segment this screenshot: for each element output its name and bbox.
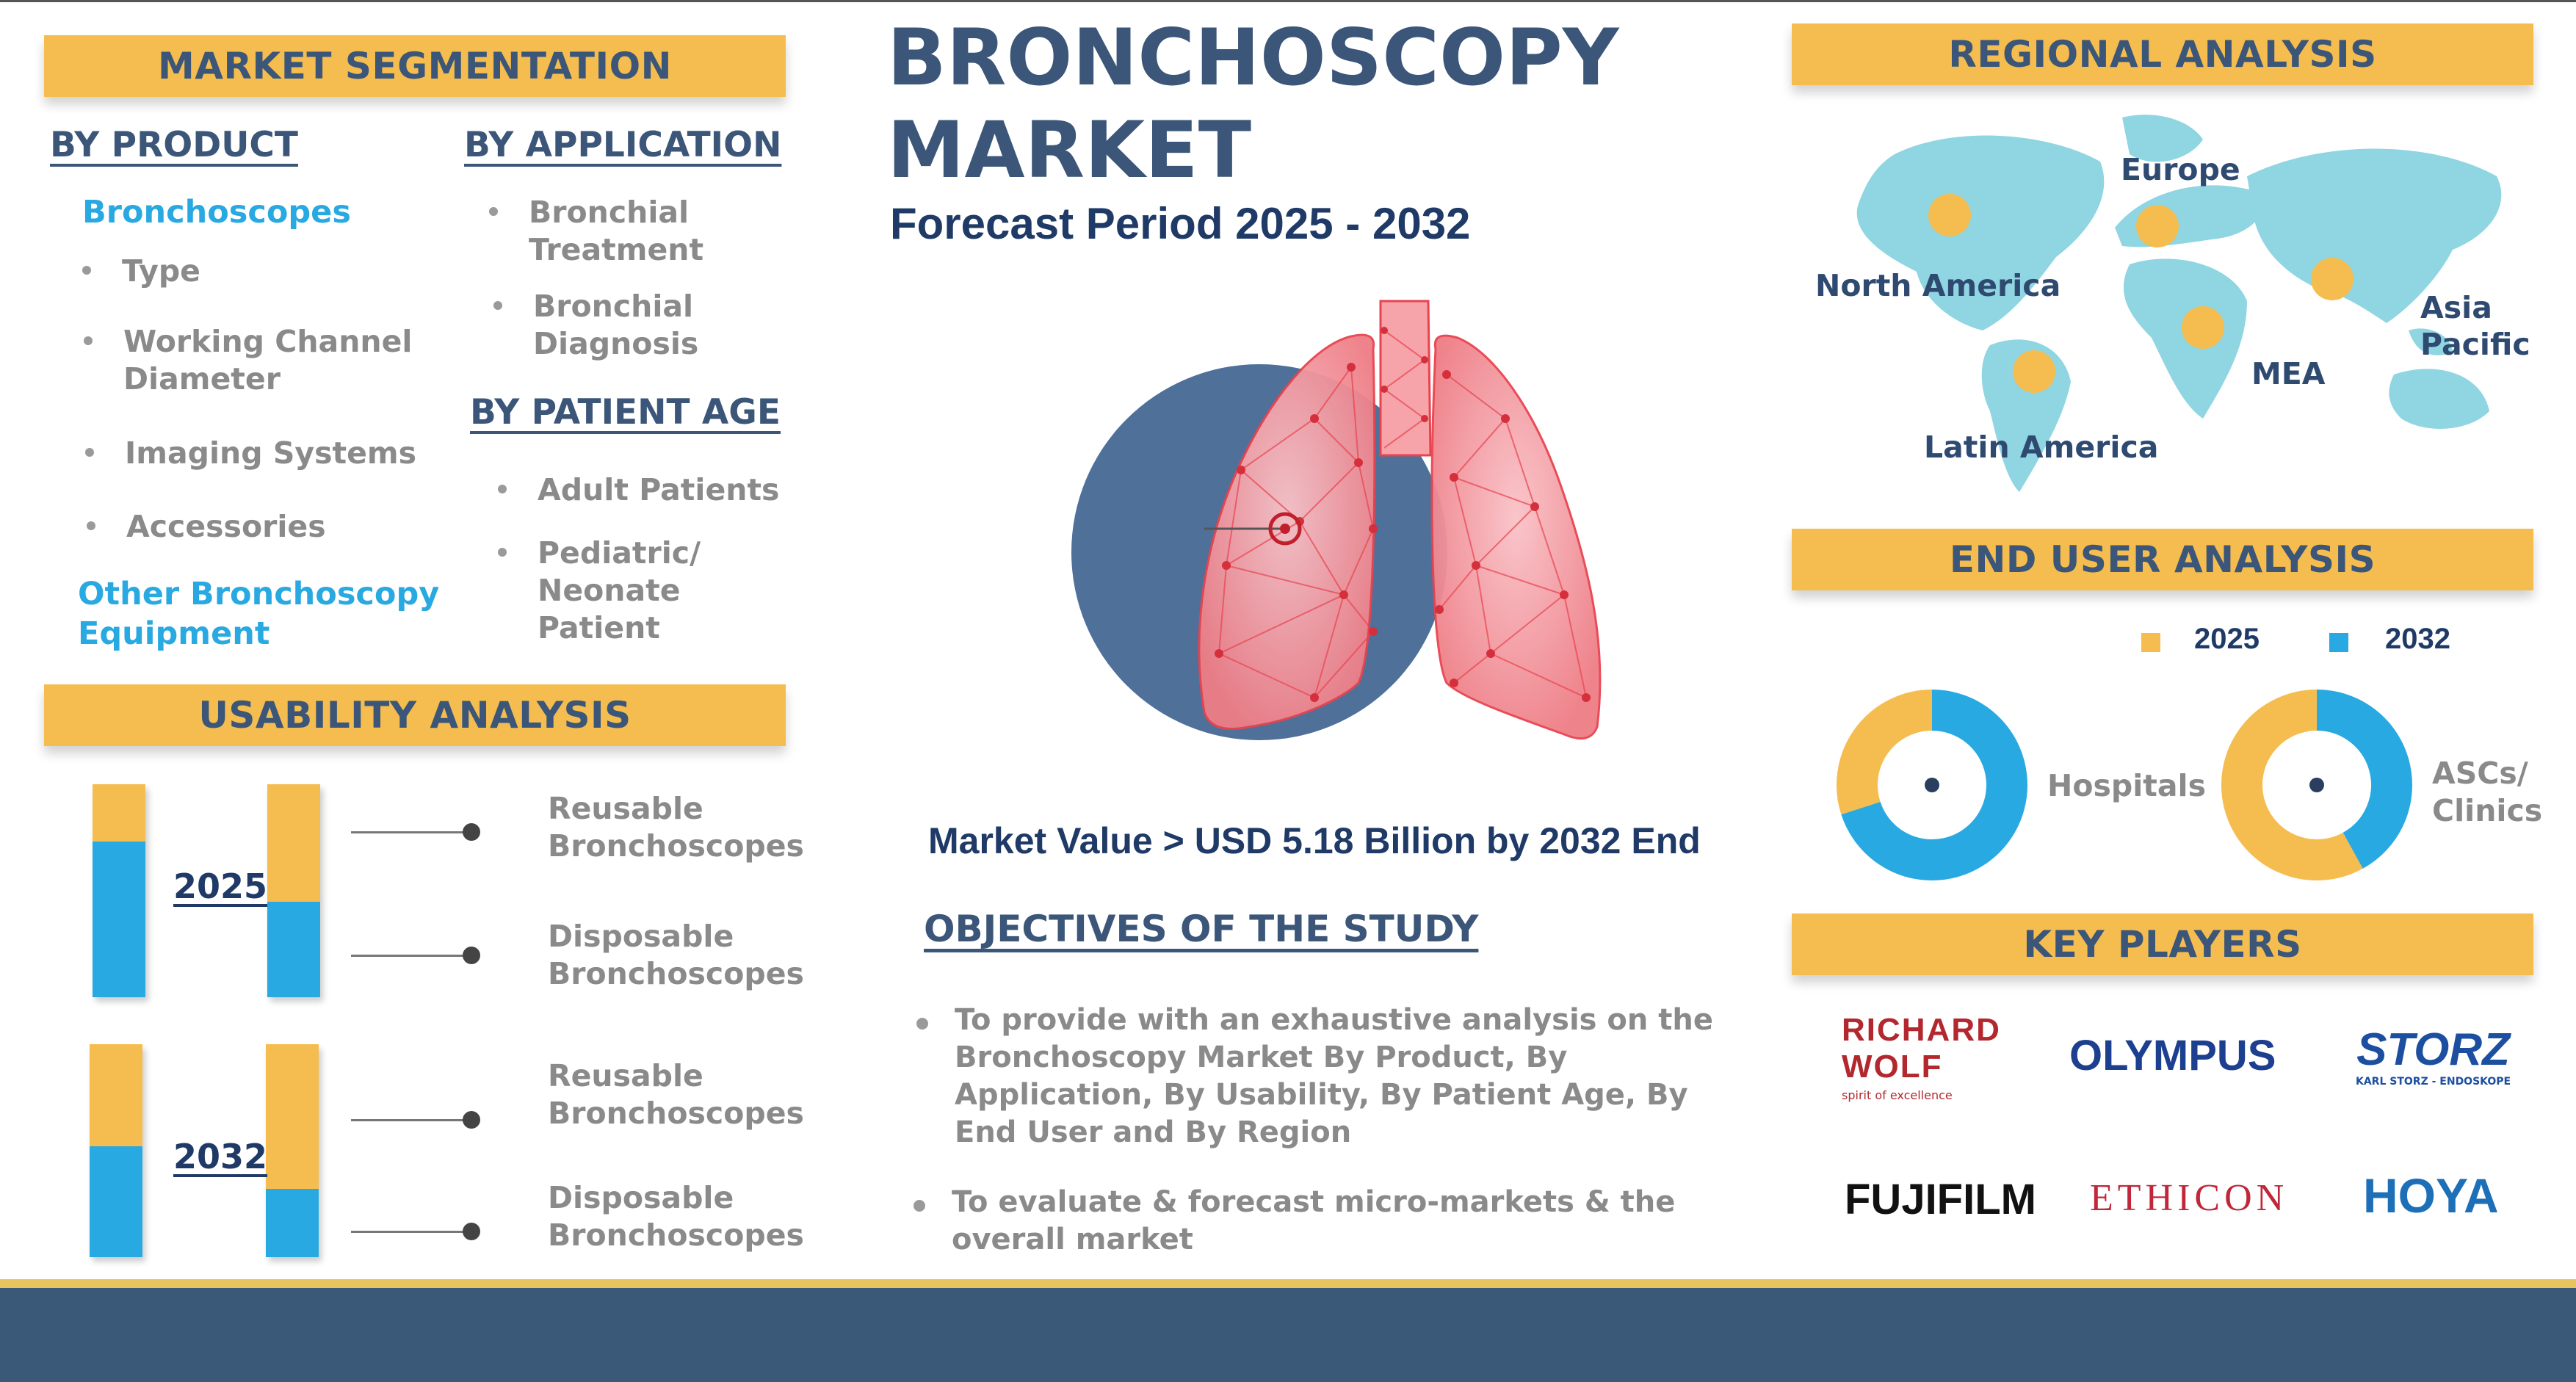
logo-richard-wolf: RICHARD WOLF spirit of excellence (1842, 1012, 2001, 1102)
usability-bar-segment-reusable (93, 784, 145, 842)
usability-bar (90, 1044, 142, 1257)
market-segmentation-banner: MARKET SEGMENTATION (44, 35, 786, 97)
end-user-label-hospitals: Hospitals (2047, 768, 2207, 803)
map-pin (1928, 194, 1971, 236)
connector-line (351, 1231, 476, 1233)
connector-dot (463, 1223, 480, 1240)
map-pin (2136, 205, 2179, 247)
objective-item: To provide with an exhaustive analysis on the Bronchoscopy Market By Product, By Application, By Usability, By Patient Age, By End User and By Region (955, 1002, 1733, 1151)
end-user-label-ascs-clinics: ASCs/ Clinics (2432, 756, 2543, 828)
logo-ethicon: ETHICON (2090, 1177, 2289, 1219)
usability-label-disposable-2025: Disposable Bronchoscopes (548, 919, 804, 991)
year-label-2032: 2032 (173, 1137, 268, 1176)
usability-label-disposable-2032: Disposable Bronchoscopes (548, 1180, 804, 1253)
australia-shape (2389, 369, 2489, 429)
objectives-heading: OBJECTIVES OF THE STUDY (924, 908, 1479, 950)
donut-ascs-clinics (2210, 679, 2423, 891)
europe-shape (2115, 185, 2262, 247)
donut-center-dot (1925, 778, 1939, 792)
patient-item-pediatric: Pediatric/ Neonate Patient (538, 535, 721, 647)
map-pin (2311, 258, 2354, 300)
usability-bar-segment-reusable (267, 784, 320, 902)
connector-line (351, 831, 476, 833)
usability-bar (267, 784, 320, 997)
donut-center-dot (2309, 778, 2324, 792)
usability-bar-segment-disposable (90, 1146, 142, 1257)
usability-bar-segment-disposable (266, 1189, 319, 1257)
connector-dot (463, 823, 480, 841)
year-label-2025: 2025 (173, 867, 268, 906)
donut-hospitals (1826, 679, 2038, 891)
logo-fujifilm: FUJIFILM (1845, 1176, 2036, 1223)
connector-dot (463, 947, 480, 964)
objective-item: To evaluate & forecast micro-markets & the overall market (952, 1184, 1730, 1259)
usability-bar (266, 1044, 319, 1257)
key-players-banner: KEY PLAYERS (1792, 914, 2533, 975)
other-equipment-category: Other Bronchoscopy Equipment (78, 576, 440, 652)
legend-2032-swatch (2329, 633, 2348, 652)
connector-line (351, 955, 476, 957)
lungs-illustration (1006, 286, 1645, 793)
region-asia-pacific: Asia Pacific (2420, 290, 2530, 362)
usability-bar (93, 784, 145, 997)
product-item-accessories: Accessories (126, 508, 326, 546)
logo-storz: STORZ KARL STORZ - ENDOSKOPE (2356, 1024, 2511, 1088)
logo-hoya: HOYA (2363, 1168, 2499, 1223)
usability-bar-segment-disposable (267, 902, 320, 997)
market-value: Market Value > USD 5.18 Billion by 2032 End (928, 820, 1701, 861)
application-item-diagnosis: Bronchial Diagnosis (533, 288, 753, 363)
regional-analysis-banner: REGIONAL ANALYSIS (1792, 23, 2533, 85)
product-item-imaging-systems: Imaging Systems (125, 435, 416, 472)
forecast-period: Forecast Period 2025 - 2032 (890, 199, 1471, 248)
legend-2025-swatch (2141, 633, 2160, 652)
region-latin-america: Latin America (1924, 430, 2159, 465)
map-pin (2013, 350, 2055, 393)
usability-label-reusable-2032: Reusable Bronchoscopes (548, 1058, 804, 1131)
footer-gold-line (0, 1279, 2576, 1288)
by-application-heading: BY APPLICATION (464, 125, 782, 165)
region-north-america: North America (1815, 268, 2061, 303)
logo-olympus: OLYMPUS (2069, 1032, 2276, 1079)
donut-slice-2025 (1857, 710, 1932, 808)
patient-item-adult: Adult Patients (538, 471, 779, 509)
usability-bar-segment-disposable (93, 842, 145, 997)
legend-2032-label: 2032 (2385, 623, 2450, 655)
application-item-treatment: Bronchial Treatment (529, 194, 749, 269)
donut-slice-2032 (2317, 710, 2392, 850)
connector-line (351, 1119, 476, 1121)
footer-bar (0, 1288, 2576, 1382)
page-title: BRONCHOSCOPY MARKET (887, 12, 1619, 195)
region-mea: MEA (2251, 356, 2326, 391)
map-pin (2182, 306, 2224, 349)
end-user-analysis-banner: END USER ANALYSIS (1792, 529, 2533, 590)
legend-2025-label: 2025 (2194, 623, 2260, 655)
usability-bar-segment-reusable (266, 1044, 319, 1189)
bronchoscopes-category: Bronchoscopes (82, 194, 351, 231)
top-border (0, 0, 2576, 2)
by-product-heading: BY PRODUCT (50, 125, 298, 165)
right-lung (1432, 336, 1600, 738)
usability-analysis-banner: USABILITY ANALYSIS (44, 684, 786, 746)
product-item-working-channel: Working Channel Diameter (123, 323, 432, 398)
by-patient-age-heading: BY PATIENT AGE (470, 392, 781, 433)
usability-label-reusable-2025: Reusable Bronchoscopes (548, 791, 804, 864)
product-item-type: Type (122, 253, 200, 290)
region-europe: Europe (2121, 152, 2240, 187)
connector-dot (463, 1111, 480, 1129)
usability-bar-segment-reusable (90, 1044, 142, 1146)
